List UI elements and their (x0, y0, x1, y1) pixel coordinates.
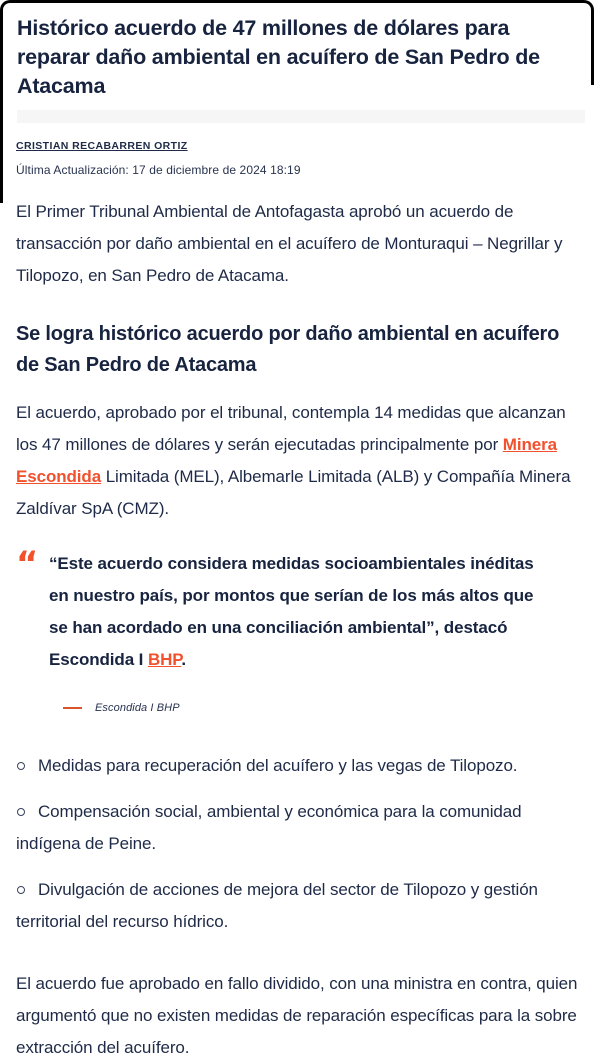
bullet-circle-icon (17, 808, 25, 816)
list-item (16, 796, 584, 860)
quote-text-post: . (181, 650, 186, 669)
article-title: Histórico acuerdo de 47 millones de dólares para reparar daño ambiental en acuífero de San Pedro de Atacama (17, 16, 540, 98)
bhp-link[interactable]: BHP (147, 650, 182, 669)
bullet-circle-icon (17, 762, 25, 770)
quote-citation (63, 702, 585, 714)
body-paragraph-text-pre: El acuerdo, aprobado por el tribunal, contempla 14 medidas que alcanzan los 47 millones de dólares y serán ejecutadas principalmente por (16, 403, 566, 454)
list-item-text: Medidas para recuperación del acuífero y las vegas de Tilopozo. (38, 756, 518, 775)
citation-source: Escondida I BHP (95, 702, 180, 714)
quote-text-pre: “Este acuerdo considera medidas socioambientales inéditas en nuestro país, por montos que serían de los más altos que se han acordado en una conciliación ambiental”, destacó Escondida I (49, 554, 534, 669)
list-item (16, 874, 584, 938)
last-updated-timestamp: Última Actualización: 17 de diciembre de 2024 18:19 (16, 163, 301, 177)
body-paragraph (16, 397, 584, 525)
lead-paragraph: El Primer Tribunal Ambiental de Antofagasta aprobó un acuerdo de transacción por daño ambiental en el acuífero de Monturaqui – Negrillar y Tilopozo, en San Pedro de Atacama. (16, 202, 563, 285)
closing-paragraph: El acuerdo fue aprobado en fallo dividido, con una ministra en contra, quien argumentó que no existen medidas de reparación específicas para la sobre extracción del acuífero. (16, 974, 578, 1057)
minera-escondida-link[interactable]: Minera Escondida (16, 435, 557, 486)
list-item (16, 750, 584, 782)
quote-icon: “ (16, 544, 35, 584)
body-paragraph-text-post: Limitada (MEL), Albemarle Limitada (ALB) y Compañía Minera Zaldívar SpA (CMZ). (16, 467, 571, 518)
blockquote (16, 544, 585, 676)
citation-dash-icon (63, 707, 82, 709)
list-item-text: Compensación social, ambiental y económica para la comunidad indígena de Peine. (16, 802, 522, 853)
divider-placeholder-bar (17, 110, 585, 123)
article-subheading: Se logra histórico acuerdo por daño ambiental en acuífero de San Pedro de Atacama (16, 323, 560, 376)
list-item-text: Divulgación de acciones de mejora del sector de Tilopozo y gestión territorial del recurso hídrico. (16, 880, 538, 931)
author-byline-link[interactable]: CRISTIAN RECABARREN ORTIZ (16, 140, 188, 152)
quote-text (49, 548, 554, 676)
bullet-circle-icon (17, 886, 25, 894)
measures-list (16, 750, 585, 938)
